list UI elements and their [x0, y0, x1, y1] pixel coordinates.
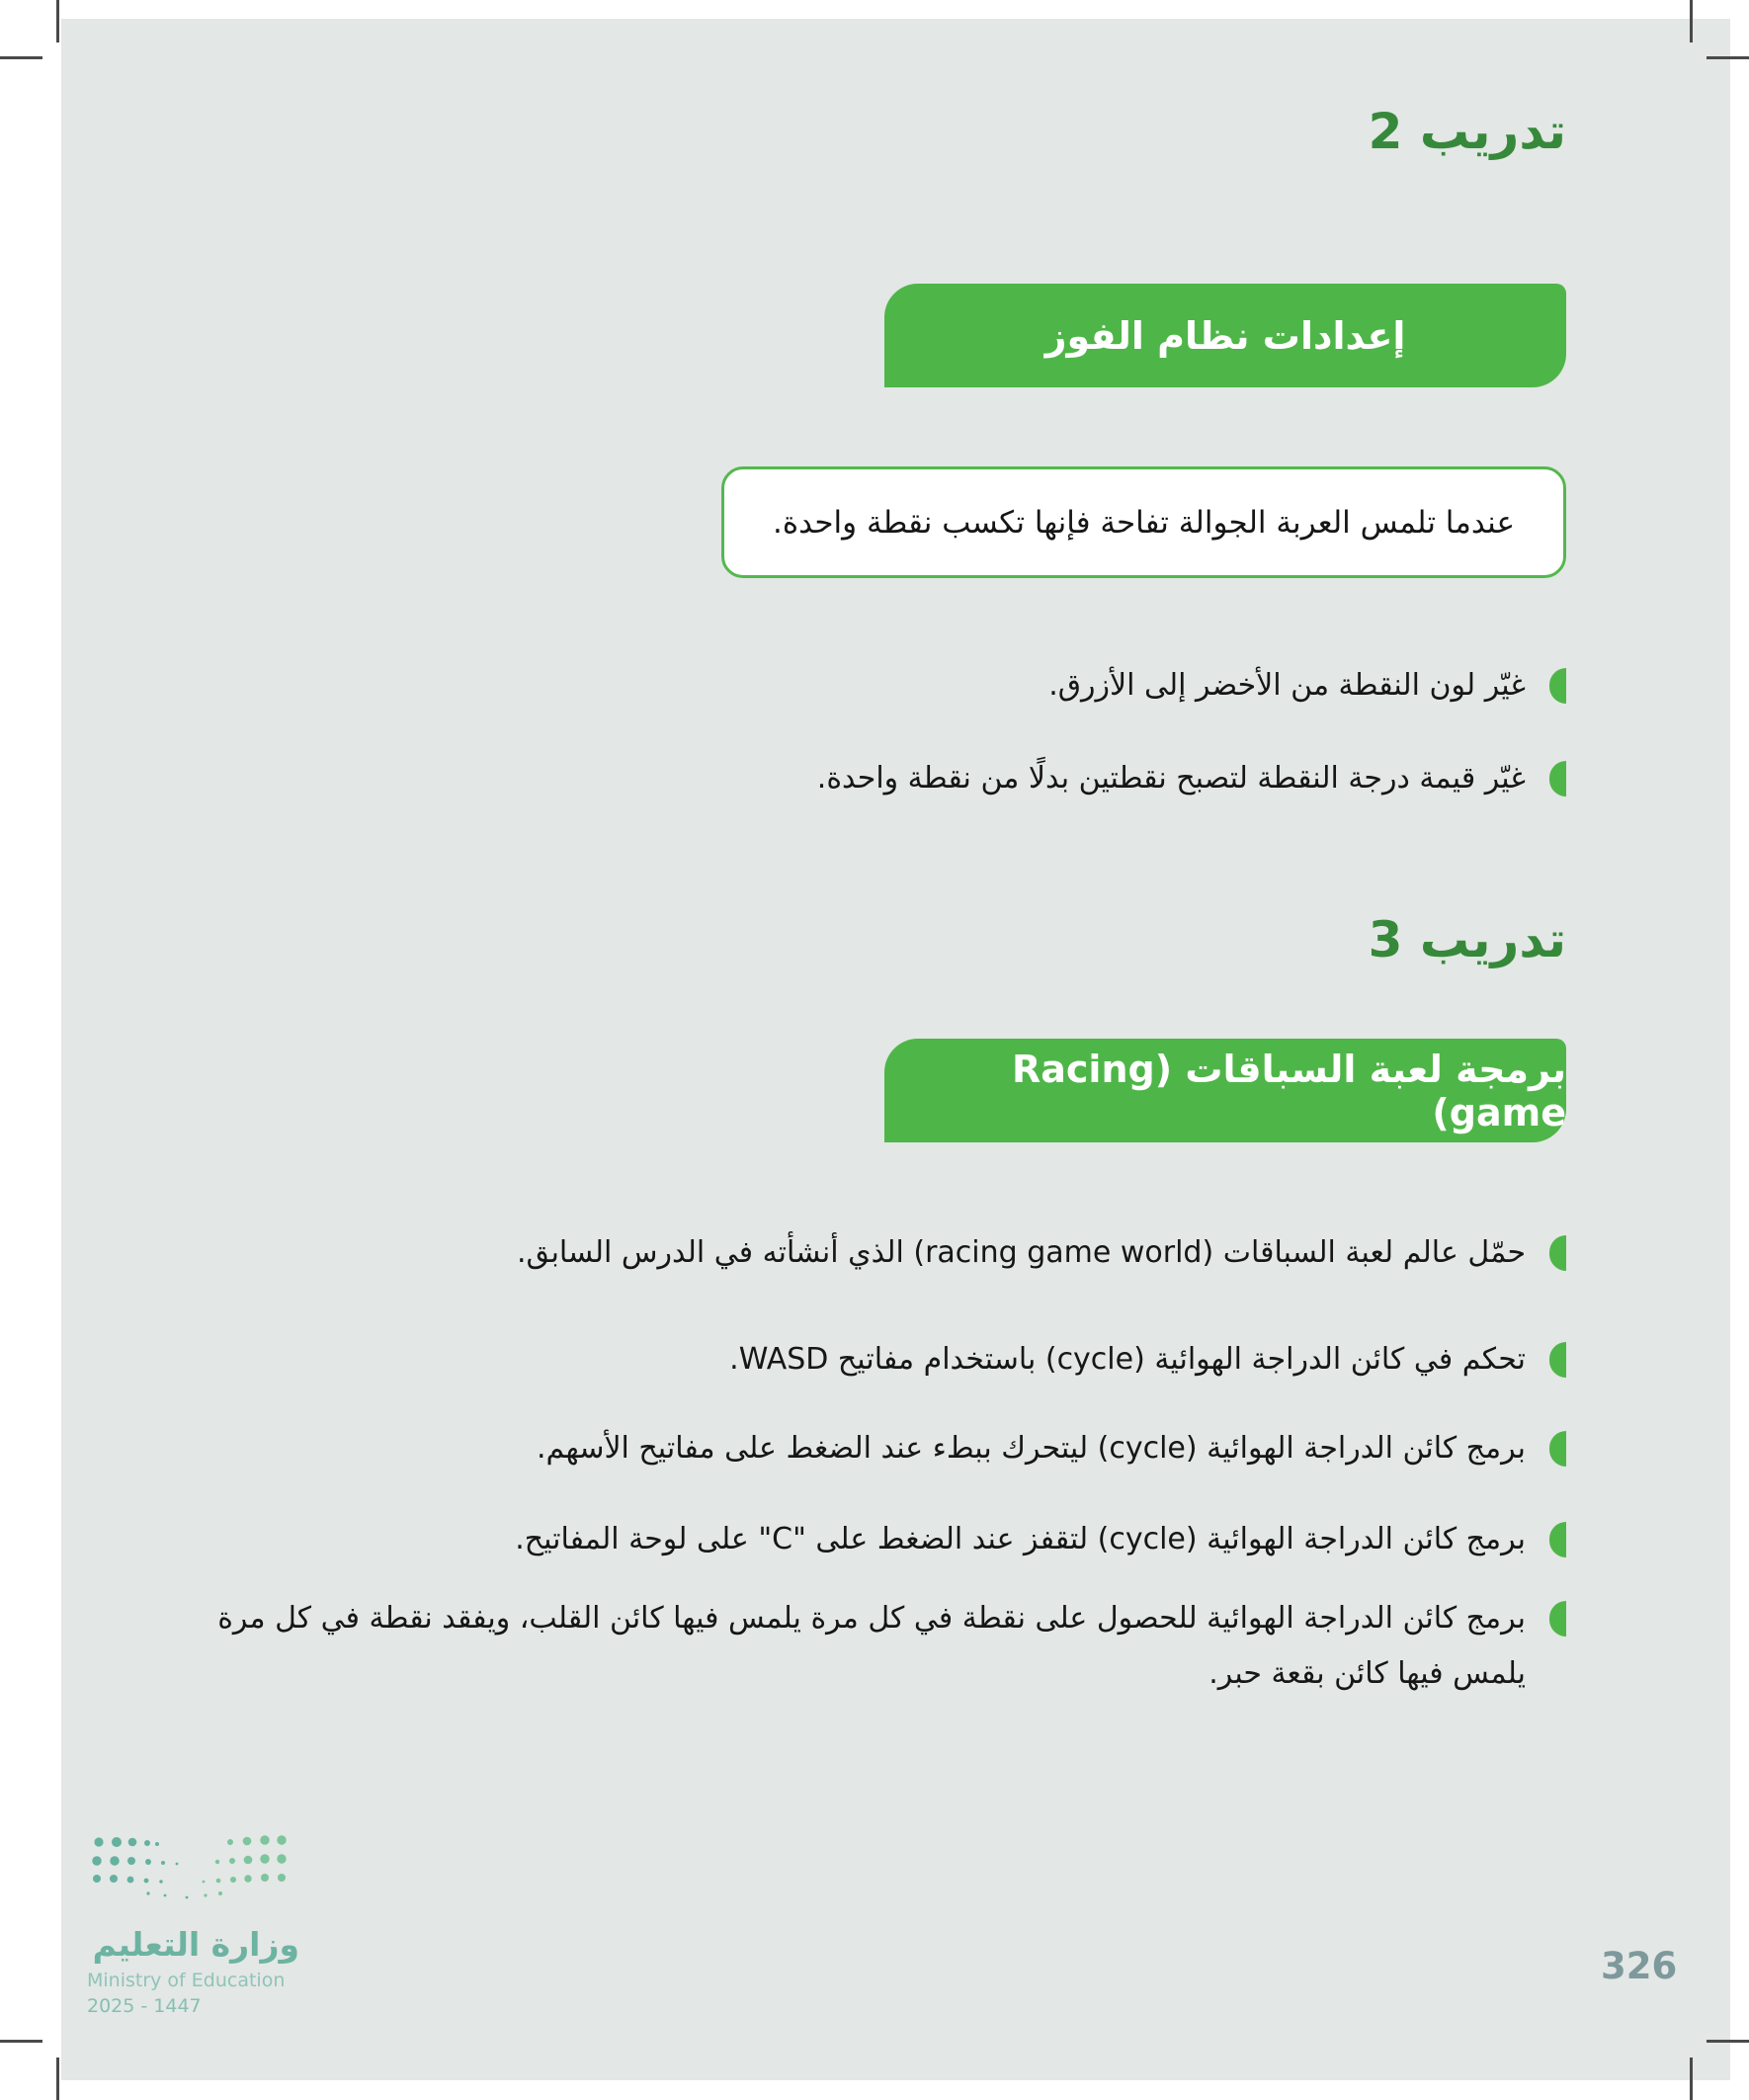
exercise2-banner-label: إعدادات نظام الفوز: [1044, 313, 1406, 358]
exercise3-bullet-4: [515, 1512, 1566, 1567]
bullet-text: حمّل عالم لعبة السباقات (racing game world) الذي أنشأته في الدرس السابق.: [517, 1235, 1526, 1270]
exercise2-note-box: [721, 466, 1566, 578]
bullet-text: برمج كائن الدراجة الهوائية (cycle) لتقفز عند الضغط على "C" على لوحة المفاتيح.: [515, 1522, 1526, 1556]
bullet-icon: [1549, 761, 1566, 797]
bullet-text: غيّر لون النقطة من الأخضر إلى الأزرق.: [1048, 668, 1526, 703]
crop-mark: [1690, 2058, 1693, 2100]
exercise3-title: تدريب 3: [1368, 911, 1566, 968]
bullet-icon: [1549, 1522, 1566, 1557]
crop-mark: [56, 2058, 59, 2100]
exercise2-note-text: عندما تلمس العربة الجوالة تفاحة فإنها تكسب نقطة واحدة.: [773, 504, 1515, 541]
bullet-icon: [1549, 1431, 1566, 1467]
exercise3-banner: [884, 1039, 1566, 1142]
exercise2-banner: [884, 284, 1566, 387]
bullet-text: تحكم في كائن الدراجة الهوائية (cycle) باستخدام مفاتيح WASD.: [729, 1342, 1526, 1377]
bullet-icon: [1549, 1235, 1566, 1271]
crop-mark: [0, 2040, 42, 2043]
crop-mark: [0, 56, 42, 59]
ministry-years: 2025 - 1447: [87, 1995, 202, 2017]
crop-mark: [1707, 56, 1749, 59]
exercise3-bullet-3: [537, 1421, 1566, 1476]
exercise3-bullet-2: [729, 1332, 1566, 1387]
exercise3-banner-label: برمجة لعبة السباقات (Racing game): [1012, 1047, 1566, 1134]
exercise3-bullet-1: [517, 1225, 1566, 1281]
exercise3-bullet-5: [197, 1591, 1566, 1702]
bullet-icon: [1549, 668, 1566, 704]
exercise2-bullet-1: [1048, 658, 1566, 714]
bullet-text: غيّر قيمة درجة النقطة لتصبح نقطتين بدلًا من نقطة واحدة.: [816, 761, 1526, 796]
bullet-text: برمج كائن الدراجة الهوائية (cycle) ليتحرك ببطء عند الضغط على مفاتيح الأسهم.: [536, 1431, 1526, 1466]
crop-mark: [1690, 0, 1693, 42]
ministry-logo: [87, 1830, 304, 2017]
exercise2-title: تدريب 2: [1368, 103, 1566, 160]
crop-mark: [1707, 2040, 1749, 2043]
bullet-icon: [1549, 1601, 1566, 1637]
exercise2-bullet-2: [817, 751, 1566, 806]
bullet-icon: [1549, 1342, 1566, 1378]
ministry-logo-dots-icon: [87, 1830, 299, 1907]
ministry-name-arabic: وزارة التعليم: [92, 1925, 299, 1964]
bullet-text: برمج كائن الدراجة الهوائية للحصول على نقطة في كل مرة يلمس فيها كائن القلب، ويفقد نقطة في كل مرة يلمس فيها كائن بقعة حبر.: [217, 1601, 1526, 1691]
crop-mark: [56, 0, 59, 42]
ministry-name-english: Ministry of Education: [87, 1970, 286, 1991]
page-number: 326: [1601, 1945, 1678, 1987]
